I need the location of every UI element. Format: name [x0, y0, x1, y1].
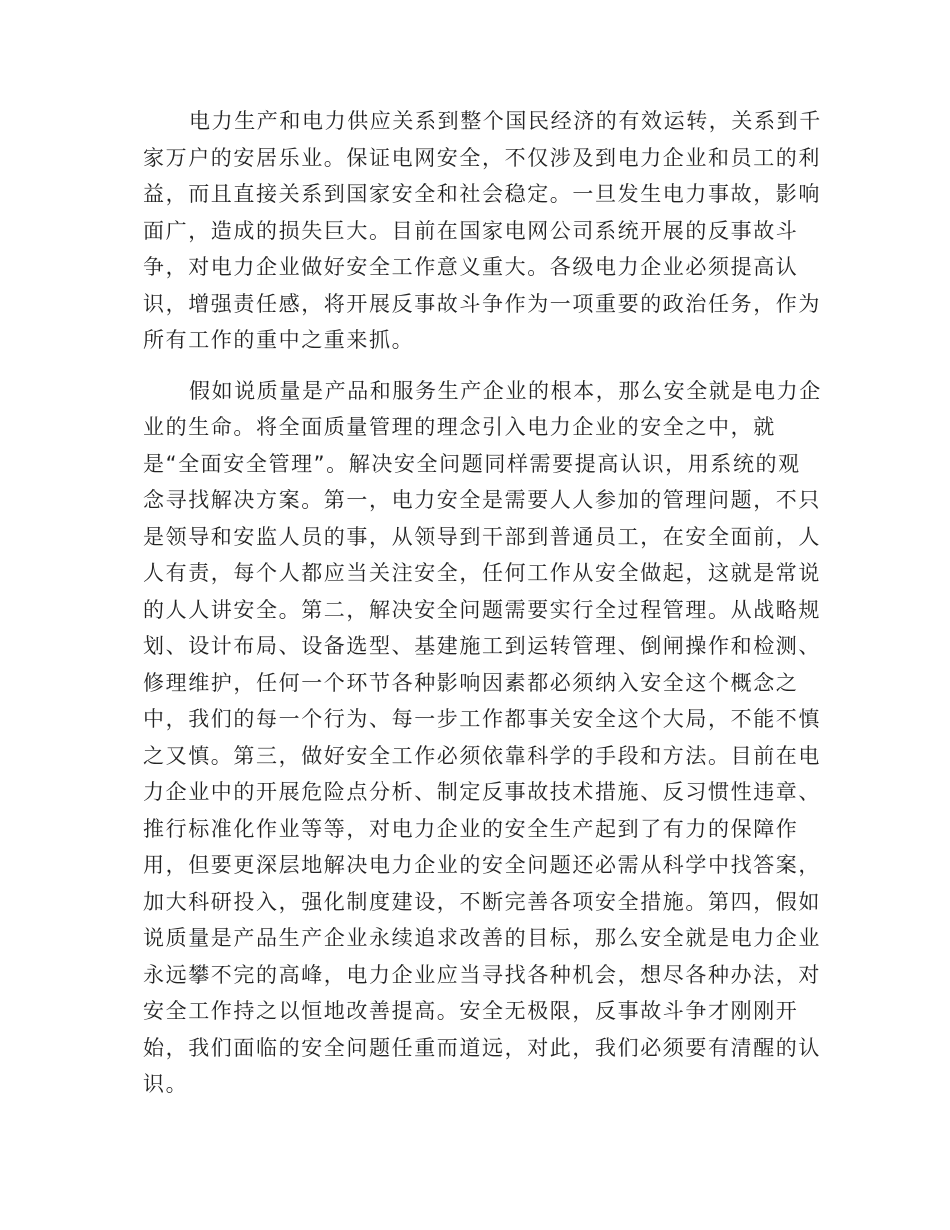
text-line: 的人人讲安全。第二，解决安全问题需要实行全过程管理。从战略规: [143, 597, 821, 622]
text-line: 面广，造成的损失巨大。目前在国家电网公司系统开展的反事故斗: [143, 218, 799, 243]
text-line: 争，对电力企业做好安全工作意义重大。各级电力企业必须提高认: [143, 255, 799, 279]
text-line: 是领导和安监人员的事，从领导到干部到普通员工，在安全面前，人: [143, 524, 821, 549]
text-line: 家万户的安居乐业。保证电网安全，不仅涉及到电力企业和员工的利: [143, 145, 821, 170]
text-line: 用，但要更深层地解决电力企业的安全问题还必需从科学中找答案，: [143, 853, 821, 877]
text-line: 之又慎。第三，做好安全工作必须依靠科学的手段和方法。目前在电: [143, 743, 821, 768]
text-line: 益，而且直接关系到国家安全和社会稳定。一旦发生电力事故，影响: [143, 182, 821, 206]
text-line: 识。: [143, 1072, 189, 1096]
text-line: 业的生命。将全面质量管理的理念引入电力企业的安全之中，就: [143, 415, 776, 439]
text-line: 中，我们的每一个行为、每一步工作都事关安全这个大局，不能不慎: [143, 707, 821, 731]
text-line: 电力生产和电力供应关系到整个国民经济的有效运转，关系到千: [189, 109, 822, 133]
document-body: [143, 103, 822, 1103]
text-line: 始，我们面临的安全问题任重而道远，对此，我们必须要有清醒的认: [143, 1035, 821, 1060]
text-line: 假如说质量是产品和服务生产企业的根本，那么安全就是电力企: [189, 378, 822, 403]
text-line: 说质量是产品生产企业永续追求改善的目标，那么安全就是电力企业: [143, 926, 821, 950]
text-line: 修理维护，任何一个环节各种影响因素都必须纳入安全这个概念之: [143, 670, 799, 695]
text-line: 所有工作的重中之重来抓。: [143, 328, 415, 352]
text-line: 加大科研投入，强化制度建设，不断完善各项安全措施。第四，假如: [143, 889, 821, 914]
paragraph-1: [143, 103, 822, 359]
text-line: 推行标准化作业等等，对电力企业的安全生产起到了有力的保障作: [143, 816, 799, 841]
text-line: 安全工作持之以恒地改善提高。安全无极限，反事故斗争才刚刚开: [143, 999, 799, 1023]
text-line: 识，增强责任感，将开展反事故斗争作为一项重要的政治任务，作为: [143, 291, 821, 316]
text-line: 力企业中的开展危险点分析、制定反事故技术措施、反习惯性违章、: [143, 780, 821, 804]
text-line: 人有责，每个人都应当关注安全，任何工作从安全做起，这就是常说: [143, 561, 821, 585]
paragraph-2: [143, 373, 822, 1103]
text-line: 划、设计布局、设备选型、基建施工到运转管理、倒闸操作和检测、: [143, 634, 821, 658]
text-line: 是“全面安全管理”。解决安全问题同样需要提高认识，用系统的观: [143, 451, 801, 476]
text-line: 永远攀不完的高峰，电力企业应当寻找各种机会，想尽各种办法，对: [143, 962, 821, 987]
text-line: 念寻找解决方案。第一，电力安全是需要人人参加的管理问题，不只: [143, 488, 821, 512]
